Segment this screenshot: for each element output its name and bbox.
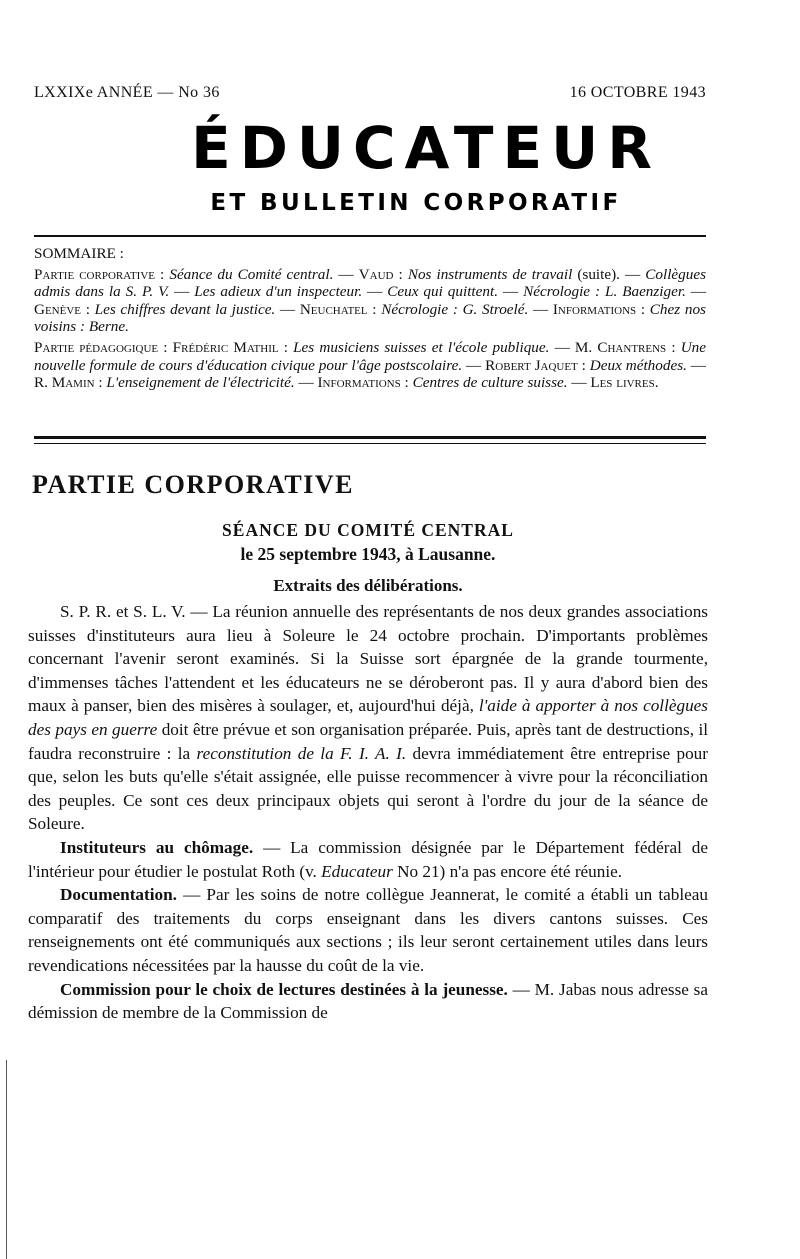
toc-pedagogique-run: :	[94, 374, 107, 392]
masthead-subtitle: ET BULLETIN CORPORATIF	[210, 190, 622, 216]
toc-corporative-run: :	[81, 300, 95, 318]
toc-pedagogique-run: :	[577, 356, 590, 374]
toc-pedagogique-run: :	[278, 338, 294, 356]
toc-double-rule-bottom	[34, 443, 706, 444]
toc-corporative-run: Neuchatel	[299, 300, 368, 318]
article-body	[28, 600, 708, 1025]
toc-heading: SOMMAIRE :	[34, 245, 124, 262]
toc-corporative-run: Genève	[34, 300, 82, 318]
scan-edge-line	[6, 1060, 7, 1259]
toc-pedagogique-run: Mamin	[51, 374, 95, 392]
toc-pedagogique	[34, 339, 706, 392]
toc-corporative	[34, 266, 706, 336]
toc-corporative-run: Vaud	[358, 265, 394, 283]
toc-pedagogique-run: —	[462, 356, 486, 374]
article-paragraph-run: reconstitution de la F. I. A. I.	[196, 743, 407, 763]
toc-pedagogique-run: Une nouvelle formule de cours d'éducation civique pour l'âge postscolaire.	[34, 338, 706, 374]
table-of-contents	[34, 245, 706, 395]
toc-corporative-run: —	[362, 283, 388, 301]
toc-corporative-run: (suite). —	[572, 265, 646, 283]
toc-corporative-run: Séance du Comité central.	[169, 265, 334, 283]
article-paragraph-run: Instituteurs au chômage.	[60, 837, 254, 857]
toc-corporative-run: —	[333, 265, 359, 283]
toc-pedagogique-run: — R.	[34, 356, 706, 392]
article-paragraph	[28, 883, 708, 977]
toc-corporative-run: Les chiffres devant la justice.	[94, 300, 276, 318]
toc-pedagogique-run: Informations	[317, 374, 401, 392]
toc-corporative-run: :	[393, 265, 408, 283]
issue-date: 16 OCTOBRE 1943	[569, 84, 706, 101]
article-paragraph-run: Educateur	[321, 861, 393, 881]
article-title: SÉANCE DU COMITÉ CENTRAL	[222, 520, 514, 540]
article-paragraph-run: — La commission désignée par le Département fédéral de l'intérieur pour étudier le postulat Roth (v.	[28, 837, 708, 881]
toc-corporative-run: —	[169, 283, 195, 301]
article-paragraph-run: S. P. R. et S. L. V. — La réunion annuelle des représentants de nos deux grandes associations suisses d'instituteurs aura lieu à Soleure le 24 octobre prochain. D'importants problèmes concernant l'avenir seront examinés. Si la Suisse sort épargnée de la grande tourmente, d'immenses tâches l'attendent et les éducateurs ne se déroberont pas. Il y aura d'abord bien des maux à panser, bien des misères à soulager, et, aujourd'hui déjà,	[28, 602, 708, 716]
toc-corporative-run: Nécrologie : L. Baenziger.	[523, 283, 686, 301]
article-paragraph-run: devra immédiatement être entreprise pour que, selon les buts qu'elle s'était assignée, elle puisse recommencer à vivre pour la réconciliation des peuples. Ce sont ces deux principaux objets qui seront à l'ordre du jour de la séance de Soleure.	[28, 743, 708, 834]
toc-pedagogique-run: — M.	[549, 338, 598, 356]
toc-corporative-run: —	[528, 300, 553, 318]
toc-pedagogique-run: :	[666, 338, 681, 356]
article-paragraph-run: — Par les soins de notre collègue Jeannerat, le comité a établi un tableau comparatif des traitements du corps enseignant dans les divers cantons suisses. Ces renseignements ont été communiqués aux sections ; ils leur seront certainement utiles dans leurs revendications nécessitées par la hausse du coût de la vie.	[28, 885, 708, 975]
toc-pedagogique-run: L'enseignement de l'électricité.	[106, 374, 295, 392]
toc-corporative-run: :	[367, 300, 382, 318]
toc-corporative-run: :	[636, 300, 650, 318]
toc-pedagogique-run: Frédéric Mathil	[172, 338, 279, 356]
masthead-rule	[34, 235, 706, 237]
toc-corporative-run: Informations	[552, 300, 637, 318]
article-paragraph-run: l'aide à apporter à nos collègues des pays en guerre	[28, 696, 708, 739]
toc-pedagogique-run: Deux méthodes.	[589, 356, 687, 374]
toc-pedagogique-run: Les musiciens suisses et l'école publique.	[293, 338, 550, 356]
article-paragraph	[28, 978, 708, 1025]
article-paragraph-run: Documentation.	[60, 885, 177, 905]
toc-corporative-label: Partie corporative :	[34, 265, 165, 283]
article-paragraph-run: No 21) n'a pas encore été réunie.	[392, 861, 623, 881]
article-paragraph-run: doit être prévue et son organisation préparée. Puis, après tant de destructions, il faudra reconstruire : la	[28, 719, 709, 763]
toc-pedagogique-run: Centres de culture suisse.	[412, 374, 568, 392]
toc-corporative-run: Les adieux d'un inspecteur.	[194, 283, 363, 301]
toc-corporative-run: Nos instruments de travail	[407, 265, 573, 283]
toc-pedagogique-label: Partie pédagogique :	[34, 338, 168, 356]
article	[28, 518, 708, 1025]
toc-corporative-run: —	[275, 300, 300, 318]
article-paragraph-run: — M. Jabas nous adresse sa démission de membre de la Commission de	[28, 979, 708, 1023]
article-subtitle: le 25 septembre 1943, à Lausanne.	[240, 544, 496, 564]
article-extract-heading: Extraits des délibérations.	[273, 576, 463, 595]
article-paragraph	[28, 836, 708, 883]
toc-corporative-run: —	[685, 283, 707, 301]
issue-number: LXXIXe ANNÉE — No 36	[34, 84, 220, 101]
toc-double-rule-top	[34, 436, 706, 439]
article-paragraph	[28, 600, 708, 836]
article-paragraph-run: Commission pour le choix de lectures destinées à la jeunesse.	[60, 979, 508, 999]
toc-corporative-run: Ceux qui quittent.	[387, 283, 498, 301]
toc-corporative-run: —	[498, 283, 524, 301]
toc-corporative-run: Nécrologie : G. Stroelé.	[381, 300, 529, 318]
section-title: PARTIE CORPORATIVE	[32, 470, 354, 499]
toc-corporative-run: Chez nos voisins : Berne.	[34, 300, 706, 336]
toc-pedagogique-run: —	[294, 374, 318, 392]
toc-pedagogique-run: —	[567, 374, 591, 392]
toc-corporative-run: Collègues admis dans la S. P. V.	[34, 265, 706, 301]
masthead-title: ÉDUCATEUR	[191, 114, 661, 182]
toc-pedagogique-run: :	[400, 374, 413, 392]
toc-pedagogique-run: Chantrens	[597, 338, 667, 356]
toc-pedagogique-run: Les livres.	[590, 374, 659, 392]
toc-pedagogique-run: Robert Jaquet	[485, 356, 578, 374]
